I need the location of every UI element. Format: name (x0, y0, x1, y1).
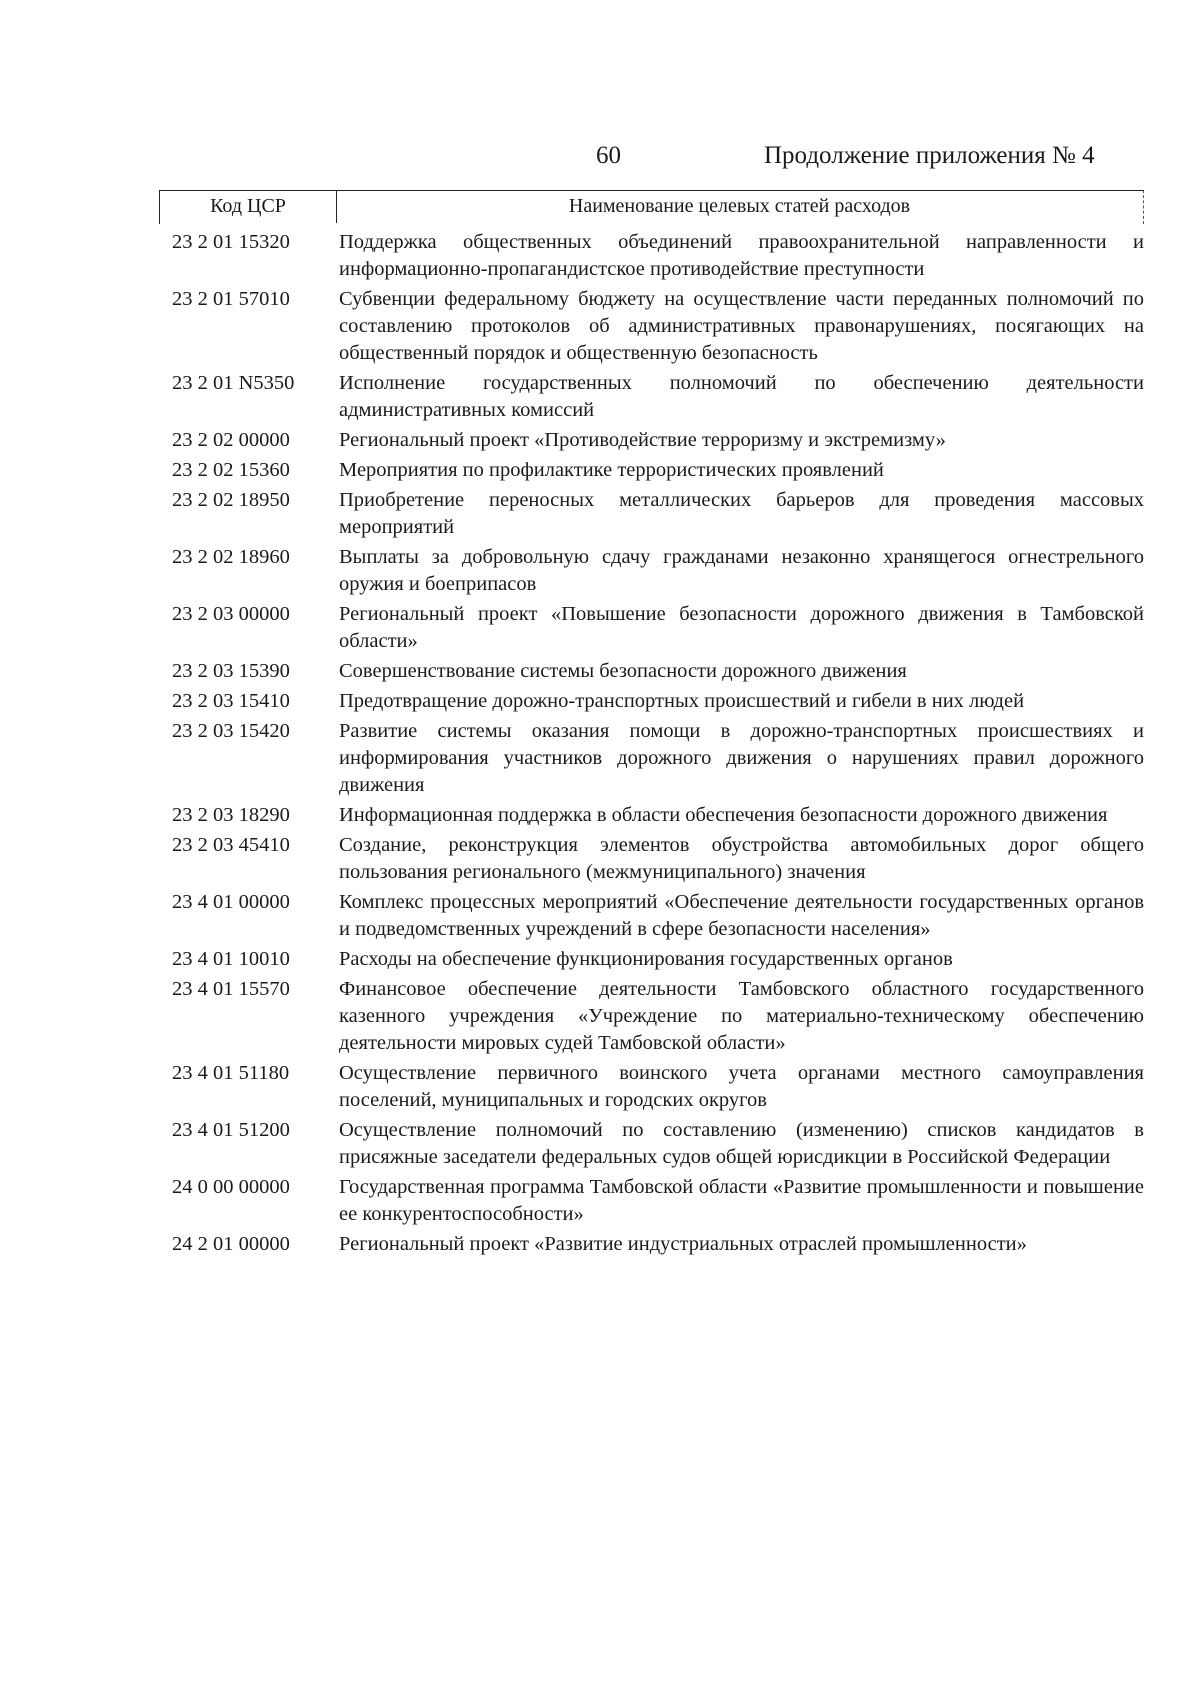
row-description: Региональный проект «Развитие индустриальных отраслей промышленности» (339, 1233, 1027, 1255)
page-heading: Продолжение приложения № 4 (764, 142, 1095, 169)
table-row (172, 229, 1144, 283)
row-description: Создание, реконструкция элементов обустройства автомобильных дорог общего пользования регионального (межмуниципального) значения (339, 834, 1144, 883)
table-row (172, 544, 1144, 598)
row-code: 23 4 01 51180 (172, 1062, 290, 1084)
table-row (172, 1117, 1144, 1171)
table-row (172, 601, 1144, 655)
table-row (172, 802, 1144, 829)
row-description: Расходы на обеспечение функционирования государственных органов (339, 948, 953, 970)
row-description: Приобретение переносных металлических барьеров для проведения массовых мероприятий (339, 489, 1144, 538)
table-row (172, 286, 1144, 367)
table-row (172, 658, 1144, 685)
table-row (172, 946, 1144, 973)
page-number: 60 (596, 142, 621, 169)
row-description: Региональный проект «Повышение безопасности дорожного движения в Тамбовской области» (339, 603, 1144, 652)
row-description: Комплекс процессных мероприятий «Обеспечение деятельности государственных органов и подведомственных учреждений в сфере безопасности населения» (339, 891, 1144, 940)
row-code: 23 2 03 18290 (172, 804, 290, 826)
row-code: 23 2 03 00000 (172, 603, 290, 625)
row-code: 23 4 01 10010 (172, 948, 290, 970)
row-code: 24 2 01 00000 (172, 1233, 290, 1255)
row-code: 23 2 03 15410 (172, 690, 290, 712)
row-description: Выплаты за добровольную сдачу гражданами незаконно хранящегося огнестрельного оружия и боеприпасов (339, 546, 1144, 595)
row-code: 23 2 02 15360 (172, 459, 290, 481)
table-row (172, 889, 1144, 943)
table-header (159, 190, 1144, 224)
table-row (172, 1174, 1144, 1228)
row-code: 23 2 02 00000 (172, 429, 290, 451)
row-description: Субвенции федеральному бюджету на осуществление части переданных полномочий по составлению протоколов об административных правонарушениях, посягающих на общественный порядок и общественную безопасность (339, 288, 1144, 364)
header-name: Наименование целевых статей расходов (568, 195, 911, 217)
row-description: Региональный проект «Противодействие терроризму и экстремизму» (339, 429, 946, 451)
row-description: Исполнение государственных полномочий по обеспечению деятельности административных комиссий (339, 372, 1144, 421)
row-description: Государственная программа Тамбовской области «Развитие промышленности и повышение ее конкурентоспособности» (339, 1176, 1144, 1225)
table-row (172, 688, 1144, 715)
table-row (172, 370, 1144, 424)
table-row (172, 832, 1144, 886)
row-code: 23 2 03 15420 (172, 720, 290, 742)
row-description: Совершенствование системы безопасности дорожного движения (339, 660, 907, 682)
row-code: 23 2 01 N5350 (172, 372, 295, 394)
row-code: 24 0 00 00000 (172, 1176, 290, 1198)
table-row (172, 1231, 1144, 1258)
row-code: 23 2 01 57010 (172, 288, 290, 310)
row-code: 23 2 02 18950 (172, 489, 290, 511)
table-row (172, 1060, 1144, 1114)
row-description: Финансовое обеспечение деятельности Тамбовского областного государственного казенного учреждения «Учреждение по материально-техническому обеспечению деятельности мировых судей Тамбовской области» (339, 978, 1144, 1054)
row-description: Поддержка общественных объединений правоохранительной направленности и информационно-пропагандистское противодействие преступности (339, 231, 1144, 280)
table-row (172, 457, 1144, 484)
header-code: Код ЦСР (210, 195, 286, 217)
table-body (172, 229, 1144, 1261)
row-description: Осуществление полномочий по составлению (изменению) списков кандидатов в присяжные заседатели федеральных судов общей юрисдикции в Российской Федерации (339, 1119, 1144, 1168)
row-code: 23 2 03 15390 (172, 660, 290, 682)
row-description: Мероприятия по профилактике террористических проявлений (339, 459, 884, 481)
table-row (172, 427, 1144, 454)
row-code: 23 2 01 15320 (172, 231, 290, 253)
row-code: 23 2 03 45410 (172, 834, 290, 856)
row-code: 23 4 01 15570 (172, 978, 290, 1000)
row-description: Развитие системы оказания помощи в дорожно-транспортных происшествиях и информирования участников дорожного движения о нарушениях правил дорожного движения (339, 720, 1144, 796)
table-row (172, 976, 1144, 1057)
row-code: 23 4 01 51200 (172, 1119, 290, 1141)
row-code: 23 4 01 00000 (172, 891, 290, 913)
row-description: Осуществление первичного воинского учета органами местного самоуправления поселений, муниципальных и городских округов (339, 1062, 1144, 1111)
row-code: 23 2 02 18960 (172, 546, 290, 568)
row-description: Информационная поддержка в области обеспечения безопасности дорожного движения (339, 804, 1108, 826)
table-row (172, 487, 1144, 541)
table-row (172, 718, 1144, 799)
row-description: Предотвращение дорожно-транспортных происшествий и гибели в них людей (339, 690, 1025, 712)
